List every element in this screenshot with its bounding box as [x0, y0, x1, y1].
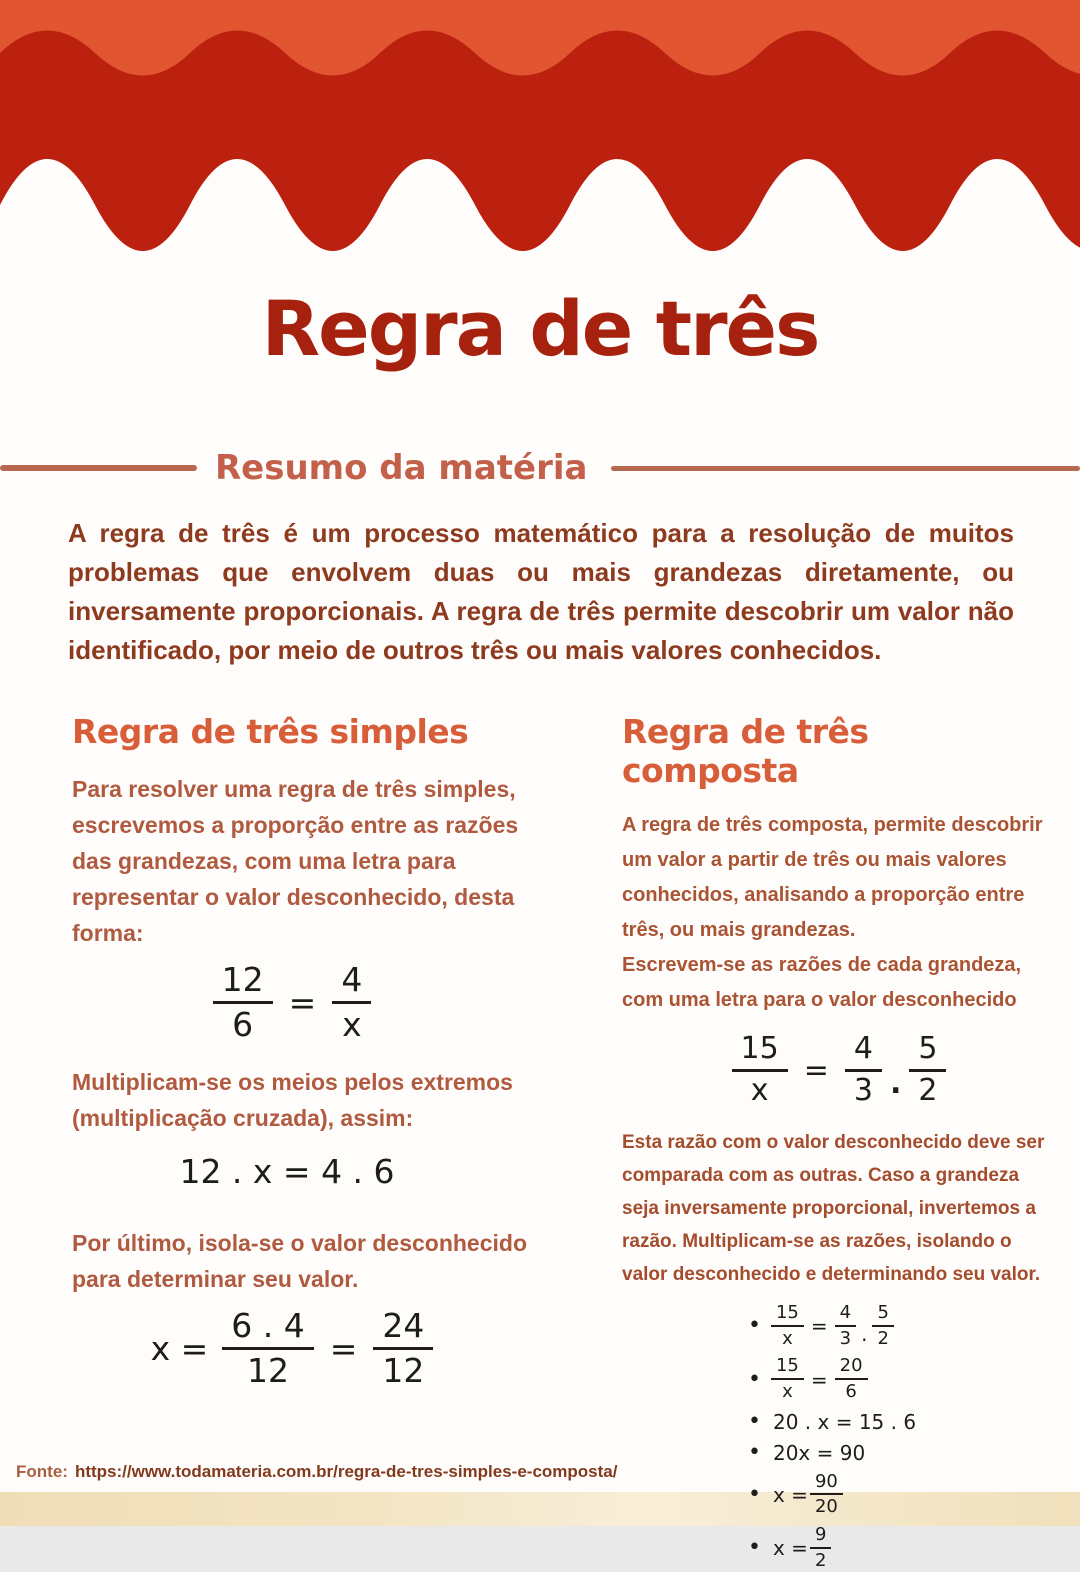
divider-line-left — [0, 465, 197, 471]
fraction-numerator: 9 — [810, 1525, 831, 1549]
subtitle-row — [0, 444, 1080, 492]
equation-step — [748, 1472, 1056, 1518]
fraction-numerator: 4 — [845, 1032, 882, 1072]
equation-step — [748, 1441, 1056, 1465]
equals-sign: = — [810, 1367, 828, 1392]
page-title: Regra de três — [261, 284, 819, 373]
fraction-numerator: 20 — [835, 1356, 868, 1380]
fraction — [835, 1303, 856, 1349]
fraction-denominator: x — [782, 1327, 793, 1349]
bullet-icon: • — [748, 1535, 761, 1561]
fraction — [810, 1472, 843, 1518]
fraction-numerator: 5 — [872, 1303, 893, 1327]
source-url: https://www.todamateria.com.br/regra-de-tres-simples-e-composta/ — [74, 1462, 618, 1481]
fraction-denominator: 20 — [814, 1496, 838, 1518]
paragraph-cross-multiplication: Multiplicam-se os meios pelos extremos (multiplicação cruzada), assim: — [72, 1068, 513, 1131]
fraction-numerator: 12 — [213, 961, 273, 1004]
bullet-icon: • — [748, 1313, 761, 1339]
fraction-denominator: 12 — [247, 1350, 289, 1390]
section-heading-composta: Regra de três composta — [622, 712, 869, 790]
bullet-icon: • — [748, 1481, 761, 1507]
paragraph-composta-explicacao: Esta razão com o valor desconhecido deve ser comparada com as outras. Caso a grandeza seja inversamente proporcional, invertemos a razão. Multiplicam-se as razões, isolando o valor desconhecido e determinando seu valor. — [622, 1132, 1045, 1285]
fraction-denominator: 6 — [845, 1381, 857, 1403]
equation-text: 20 . x = 15 . 6 — [772, 1409, 917, 1434]
equation-cross-multiplication: 12 . x = 4 . 6 — [179, 1151, 395, 1191]
paragraph-composta-razoes: Escrevem-se as razões de cada grandeza, com uma letra para o valor desconhecido — [622, 954, 1022, 1011]
page-subtitle: Resumo da matéria — [215, 448, 588, 488]
section-regra-de-tres-composta — [622, 712, 1056, 1572]
equation-step — [748, 1356, 1056, 1402]
fraction — [909, 1032, 946, 1108]
source-label: Fonte: — [16, 1462, 68, 1481]
fraction-denominator: 12 — [382, 1350, 425, 1390]
fraction-denominator: 2 — [877, 1327, 889, 1349]
paragraph-composta-intro: A regra de três composta, permite descobrir um valor a partir de três ou mais valores conhecidos, analisando a proporção entre três, ou mais grandezas. — [622, 814, 1043, 941]
fraction — [771, 1303, 804, 1349]
fraction-numerator: 5 — [909, 1032, 946, 1072]
fraction-denominator: 2 — [918, 1072, 938, 1108]
bullet-icon: • — [748, 1408, 761, 1434]
formula-composta — [622, 1032, 1056, 1108]
equals-sign: = — [810, 1314, 828, 1339]
fraction-denominator: 6 — [232, 1004, 254, 1044]
paragraph-isolate-value: Por último, isola-se o valor desconhecido para determinar seu valor. — [72, 1229, 527, 1292]
formula-solution — [72, 1307, 512, 1390]
fraction-denominator: 3 — [853, 1072, 873, 1108]
multiplication-dot: . — [861, 1322, 868, 1347]
equation-text: x = — [772, 1536, 808, 1561]
multiplication-dot: . — [889, 1066, 902, 1101]
fraction — [835, 1356, 868, 1402]
section-heading-simples: Regra de três simples — [72, 712, 469, 751]
equals-sign: = — [803, 1052, 829, 1088]
fraction-denominator: 2 — [814, 1549, 827, 1571]
intro-paragraph: A regra de três é um processo matemático para a resolução de muitos problemas que envolvem duas ou mais grandezas diretamente, ou inversamente proporcionais. A regra de três permite descobrir um valor não identificado, por meio de outros três ou mais valores conhecidos. — [68, 518, 1014, 665]
fraction-numerator: 6 . 4 — [222, 1307, 313, 1350]
fraction-denominator: 3 — [839, 1327, 852, 1349]
equation-text: 20x = 90 — [772, 1440, 866, 1465]
fraction-numerator: 90 — [810, 1472, 843, 1496]
fraction — [810, 1525, 831, 1571]
fraction — [845, 1032, 882, 1108]
paragraph-simples-intro: Para resolver uma regra de três simples, escrevemos a proporção entre as razões das grandezas, com uma letra para representar o valor desconhecido, desta forma: — [72, 776, 519, 946]
formula-proportion — [72, 961, 512, 1044]
fraction-denominator: x — [782, 1381, 793, 1403]
bullet-icon: • — [748, 1366, 761, 1392]
equation-text: x = — [772, 1482, 808, 1507]
equation-steps-list — [748, 1303, 1056, 1572]
fraction-numerator: 24 — [373, 1307, 433, 1350]
fraction — [222, 1307, 313, 1390]
fraction — [213, 961, 273, 1044]
fraction — [732, 1032, 788, 1108]
fraction-denominator: x — [750, 1072, 769, 1108]
fraction — [771, 1356, 804, 1402]
variable-lead: x = — [150, 1328, 209, 1368]
equals-sign: = — [329, 1328, 358, 1368]
equals-sign: = — [288, 982, 317, 1022]
equation-step — [748, 1303, 1056, 1349]
source-footer — [16, 1462, 617, 1482]
fraction-numerator: 4 — [835, 1303, 856, 1327]
header-wave-decoration — [0, 0, 1080, 260]
fraction-numerator: 15 — [771, 1356, 804, 1380]
fraction — [332, 961, 371, 1044]
equation-step — [748, 1525, 1056, 1571]
divider-line-right — [611, 466, 1080, 471]
bullet-icon: • — [748, 1439, 761, 1465]
fraction — [872, 1303, 893, 1349]
fraction-numerator: 15 — [771, 1303, 804, 1327]
section-regra-de-tres-simples — [72, 712, 560, 1390]
fraction-numerator: 15 — [732, 1032, 788, 1072]
equation-step — [748, 1410, 1056, 1434]
fraction — [373, 1307, 433, 1390]
fraction-numerator: 4 — [332, 961, 371, 1004]
fraction-denominator: x — [342, 1004, 362, 1044]
